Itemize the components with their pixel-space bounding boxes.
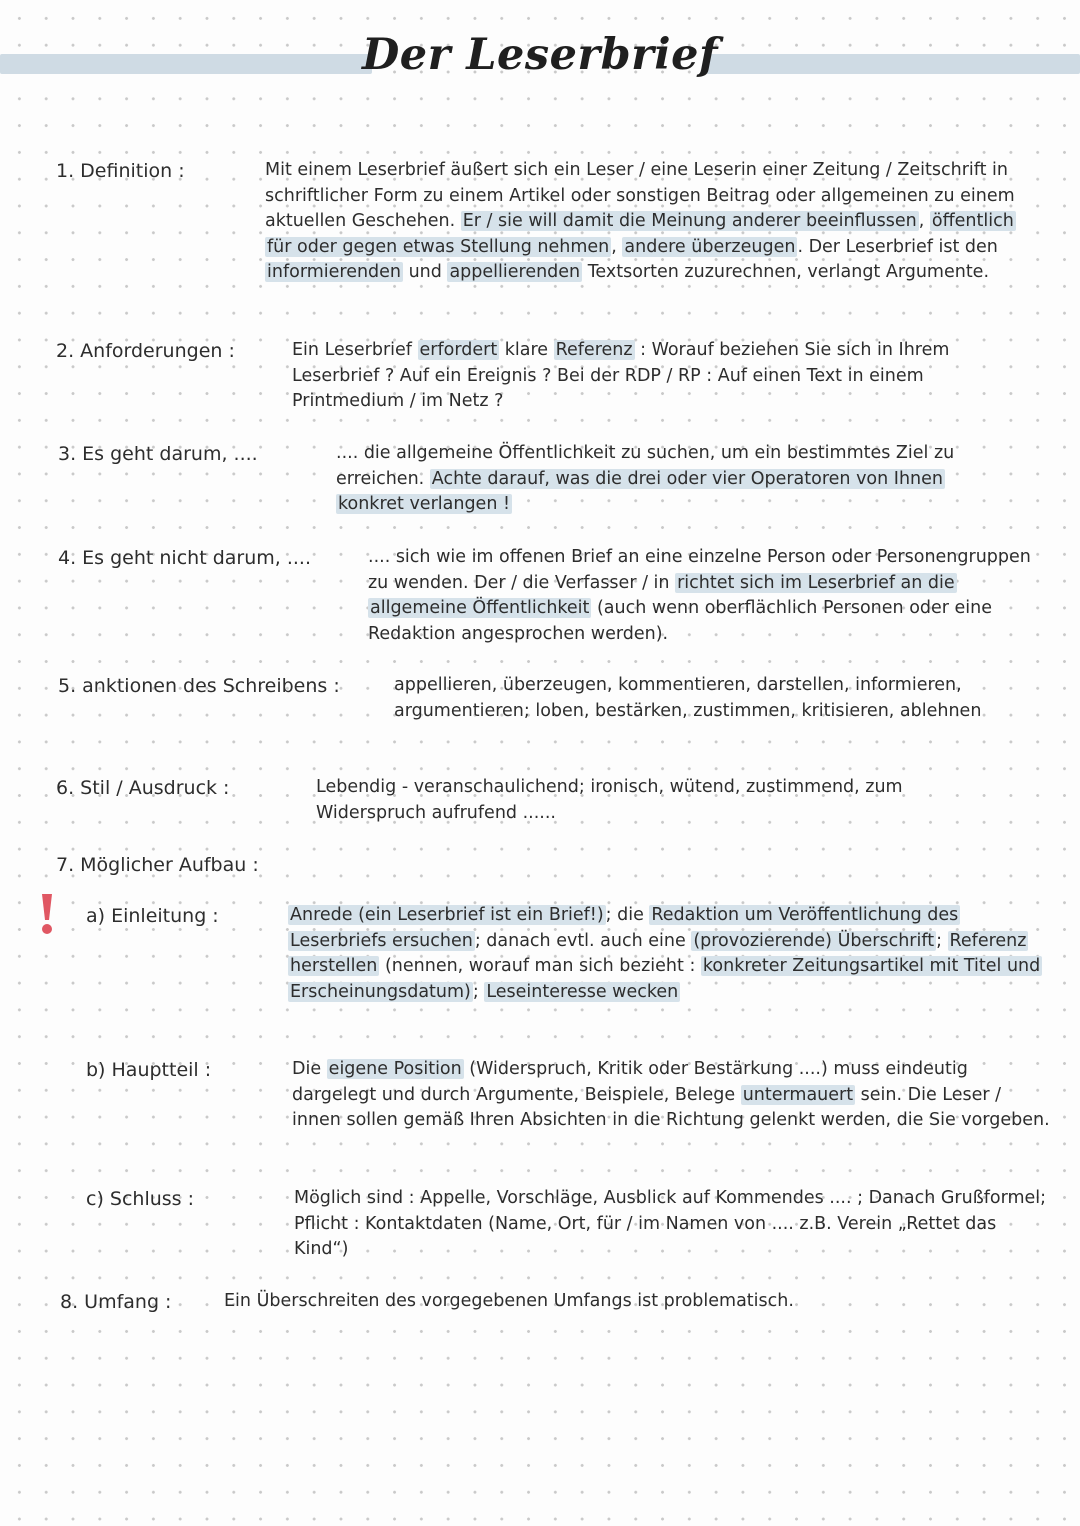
subsection-label-hauptteil: b) Hauptteil : (86, 1059, 212, 1081)
text-segment: : Worauf beziehen Sie sich in Ihrem Leserbrief ? Auf ein Ereignis ? Bei der RDP / RP : Auf einen Text in einem Printmedium / im Netz ? (292, 340, 950, 412)
section-label-definition: 1. Definition : (56, 160, 185, 182)
subsection-label-einleitung: a) Einleitung : (86, 905, 219, 927)
subsection-label-schluss: c) Schluss : (86, 1188, 195, 1210)
exclamation-icon (36, 892, 58, 936)
section-body-umfang (224, 1289, 1044, 1315)
text-segment: Ein Leserbrief (292, 340, 418, 360)
section-label-es-geht-darum: 3. Es geht darum, .... (58, 443, 258, 465)
section-body-es-geht-nicht-darum (368, 545, 1048, 647)
text-segment: .... sich wie im offenen Brief an eine einzelne Person oder Personengruppen zu wenden. Der / die Verfasser / in (368, 547, 1031, 593)
text-segment: Ein Überschreiten des vorgegebenen Umfangs ist problematisch. (224, 1291, 794, 1311)
text-segment: appellieren, überzeugen, kommentieren, darstellen, informieren, argumentieren; loben, bestärken, zustimmen, kritisieren, ablehnen (394, 675, 982, 721)
highlight-segment: informierenden (267, 262, 402, 283)
text-segment: ; (472, 981, 485, 1002)
highlight-segment: andere überzeugen (624, 236, 796, 257)
highlight-segment: Leseinteresse wecken (486, 981, 679, 1002)
section-label-es-geht-nicht-darum: 4. Es geht nicht darum, .... (58, 547, 311, 569)
text-segment: ; die (605, 905, 650, 925)
text-segment: Die (292, 1059, 327, 1079)
subsection-body-hauptteil (292, 1057, 1052, 1134)
subsection-body-einleitung (288, 903, 1048, 1005)
section-label-anforderungen: 2. Anforderungen : (56, 340, 235, 362)
section-label-umfang: 8. Umfang : (60, 1291, 172, 1313)
text-segment: sein. Die Leser / innen sollen gemäß Ihren Absichten in die Richtung gelenkt werden, die Sie vorgeben. (292, 1084, 1050, 1131)
section-body-definition (265, 158, 1043, 286)
text-segment: Lebendig - veranschaulichend; ironisch, wütend, zustimmend, zum Widerspruch aufrufend ...... (316, 777, 903, 823)
text-segment: ; (936, 930, 948, 951)
highlight-segment: Achte darauf, was die drei oder vier Operatoren von Ihnen konkret verlangen ! (338, 468, 943, 515)
text-segment: (auch wenn oberflächlich Personen oder eine Redaktion angesprochen werden). (368, 598, 993, 644)
page-title: Der Leserbrief (362, 30, 718, 80)
text-segment: , (918, 211, 930, 232)
highlight-segment: appellierenden (449, 262, 581, 283)
section-body-es-geht-darum (336, 441, 1000, 518)
text-segment: und (403, 262, 448, 283)
text-segment: Mit einem Leserbrief äußert sich ein Leser / eine Leserin einer Zeitung / Zeitschrift in schriftlicher Form zu einem Artikel oder sonstigen Beitrag oder allgemeinen zu einem aktuellen Geschehen. (265, 160, 1015, 232)
highlight-segment: erfordert (419, 340, 498, 360)
subsection-body-schluss (294, 1186, 1054, 1263)
section-label-stil: 6. Stil / Ausdruck : (56, 777, 230, 799)
text-segment: Möglich sind : Appelle, Vorschläge, Ausblick auf Kommendes .... ; Danach Grußformel; Pflicht : Kontaktdaten (Name, Ort, für / im Namen von .... z.B. Verein „Rettet das Kind“) (294, 1188, 1047, 1260)
highlight-segment: eigene Position (328, 1059, 462, 1079)
text-segment: . Der Leserbrief ist den (797, 236, 998, 257)
text-segment: (Widerspruch, Kritik oder Bestärkung ....) muss eindeutig dargelegt und durch Argumente, Beispiele, Belege (292, 1059, 968, 1105)
highlight-segment: Referenz (555, 340, 633, 360)
text-segment: (nennen, worauf man sich bezieht : (379, 956, 701, 977)
text-segment: .... die allgemeine Öffentlichkeit zu suchen, um ein bestimmtes Ziel zu erreichen. (336, 443, 955, 489)
text-segment: ; danach evtl. auch eine (474, 930, 692, 951)
highlight-segment: (provozierende) Überschrift (693, 930, 935, 951)
section-label-aufbau: 7. Möglicher Aufbau : (56, 854, 259, 876)
highlight-segment: konkreter Zeitungsartikel mit Titel und Erscheinungsdatum) (290, 956, 1041, 1002)
highlight-segment: Referenz herstellen (290, 930, 1027, 977)
highlight-segment: untermauert (742, 1084, 854, 1105)
highlight-segment: öffentlich für oder gegen etwas Stellung nehmen (267, 211, 1014, 257)
section-body-anforderungen (292, 338, 1002, 415)
text-segment: , (611, 236, 623, 257)
text-segment: klare (499, 340, 554, 360)
highlight-segment: richtet sich im Leserbrief an die allgemeine Öffentlichkeit (370, 572, 955, 619)
highlight-segment: Er / sie will damit die Meinung anderer beeinflussen (462, 211, 917, 232)
section-body-stil (316, 775, 956, 826)
text-segment: Textsorten zuzurechnen, verlangt Argumente. (582, 262, 990, 283)
section-body-funktionen (394, 673, 994, 724)
section-label-funktionen: 5. anktionen des Schreibens : (58, 675, 340, 697)
highlight-segment: Redaktion um Veröffentlichung des Leserbriefs ersuchen (290, 905, 959, 951)
highlight-segment: Anrede (ein Leserbrief ist ein Brief!) (290, 905, 604, 925)
